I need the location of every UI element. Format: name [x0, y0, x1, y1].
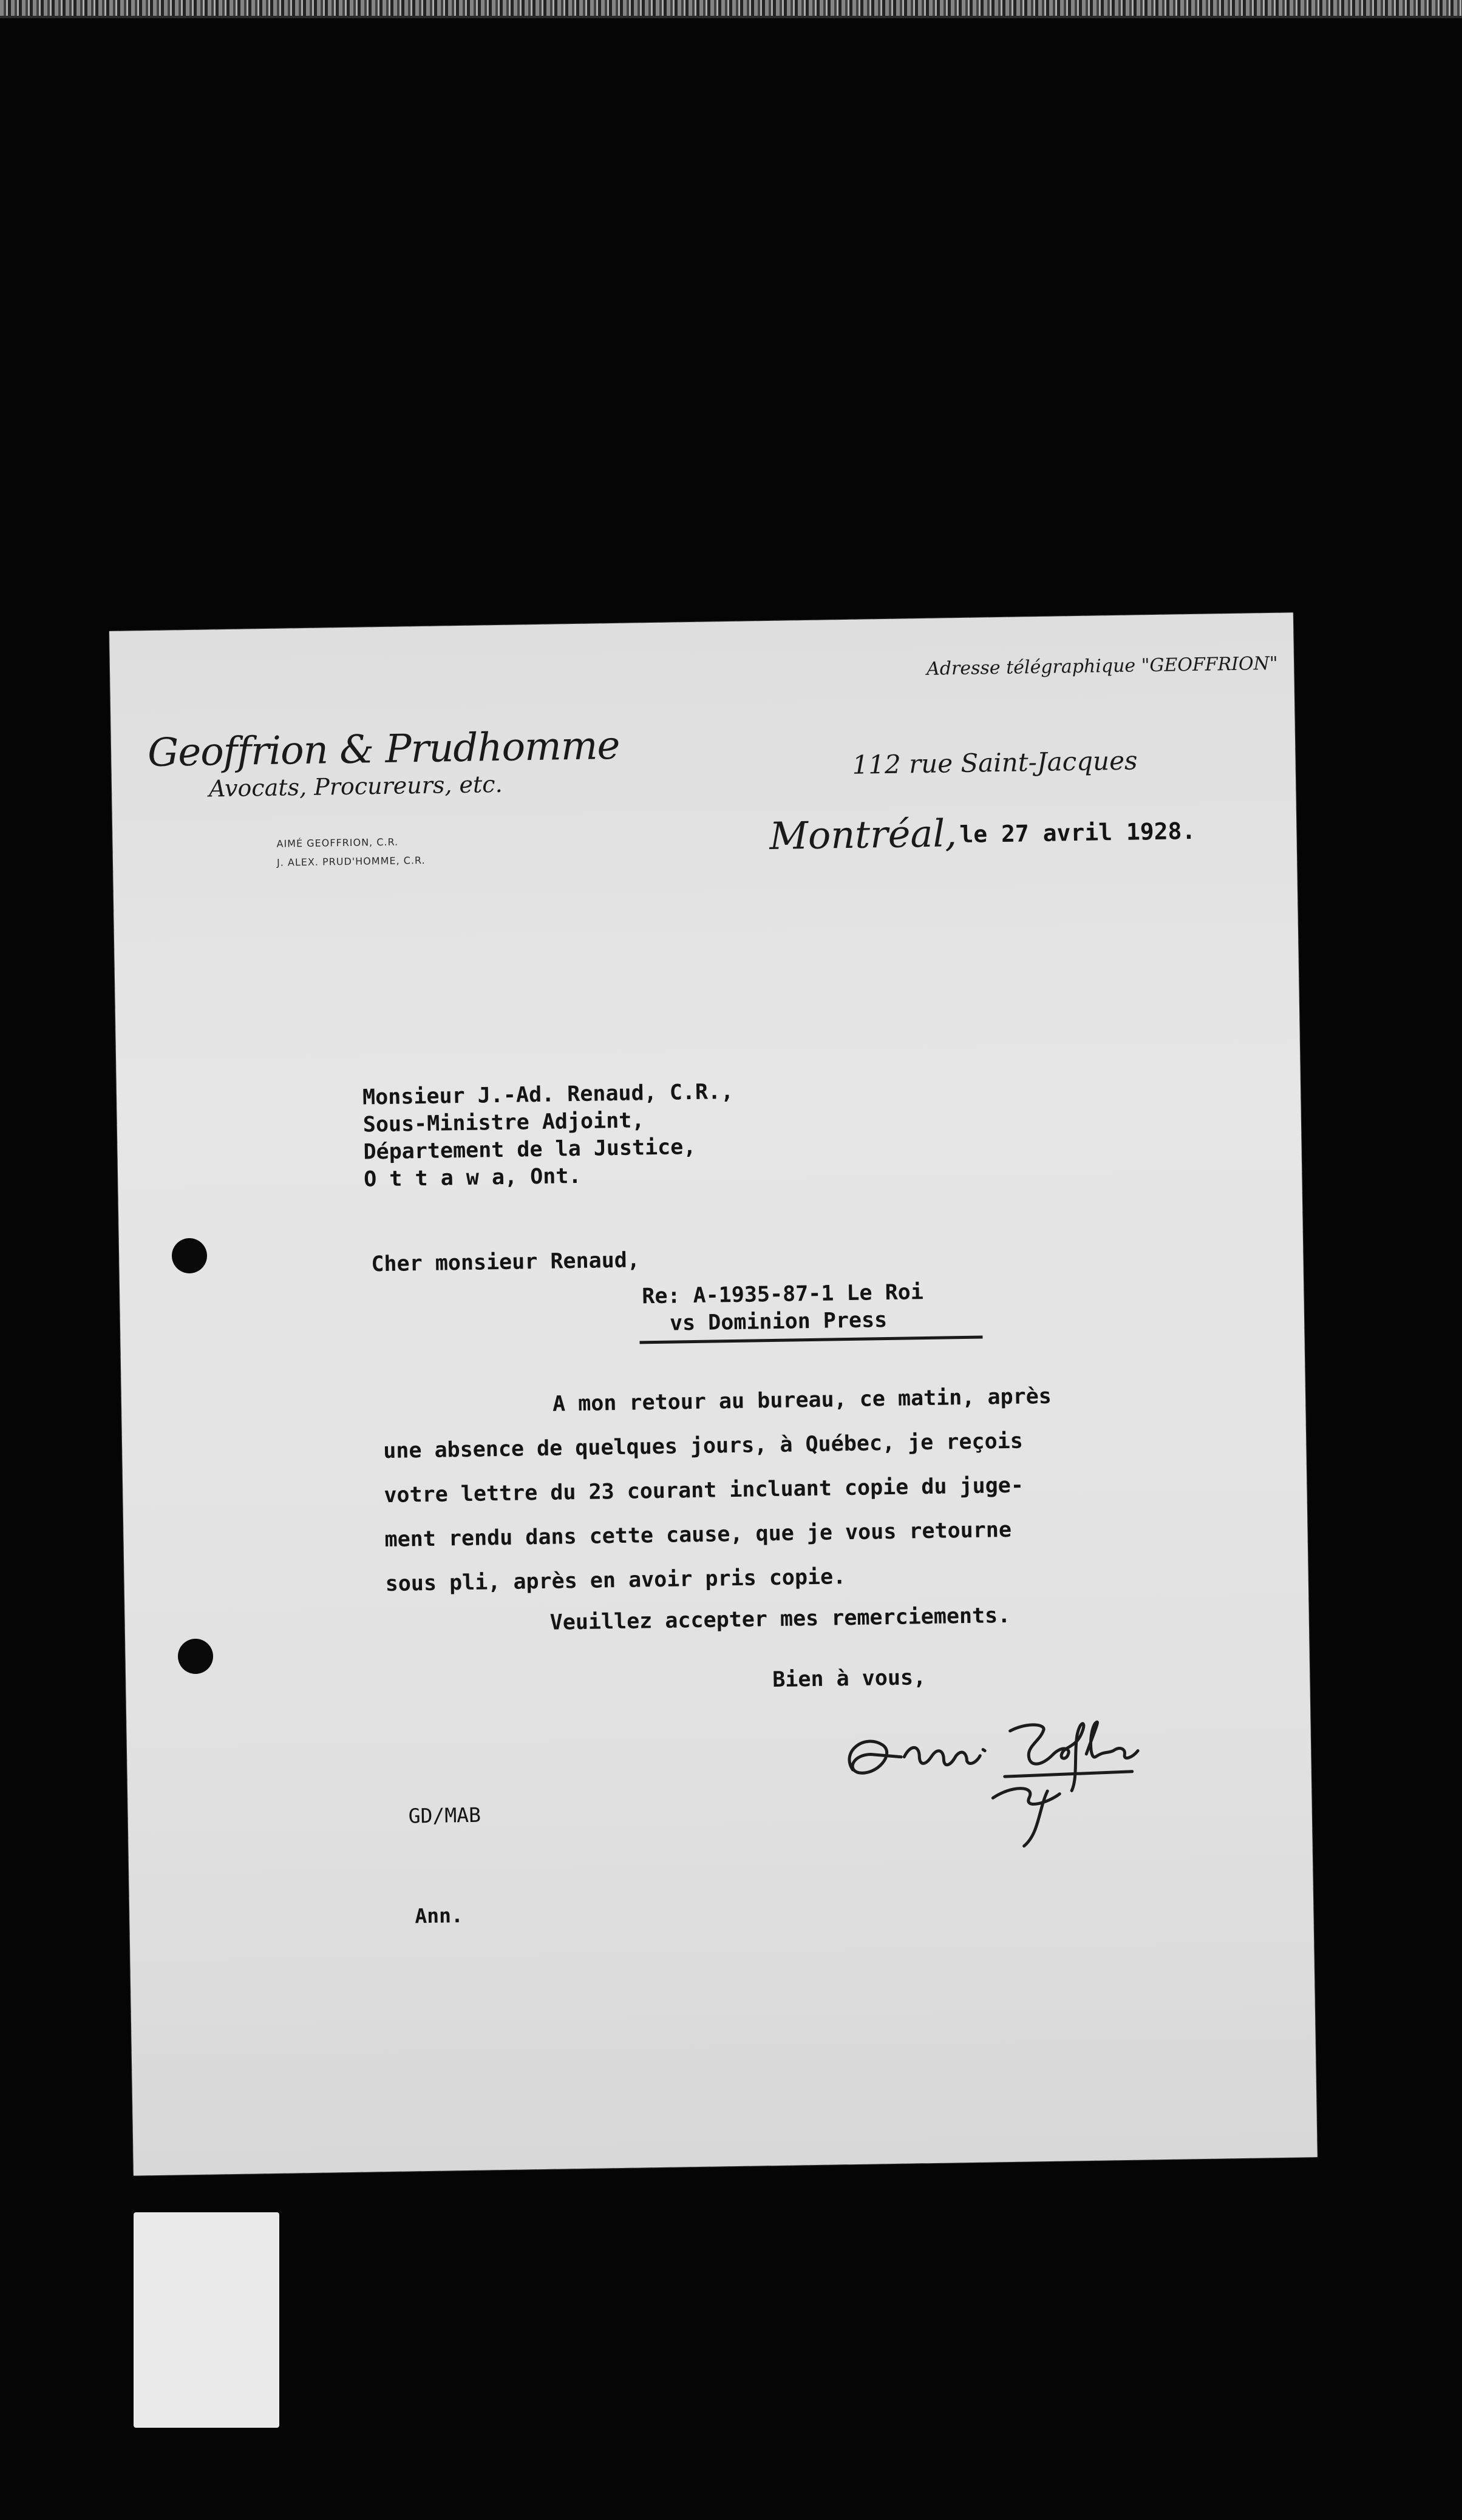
telegraph-address: Adresse télégraphique "GEOFFRION": [926, 652, 1278, 680]
letter-page: [109, 612, 1318, 2175]
recipient-line-3: Département de la Justice,: [363, 1134, 696, 1165]
body-line-5: sous pli, après en avoir pris copie.: [385, 1565, 846, 1597]
reference-underline: [639, 1336, 982, 1344]
reference-line-1: Re: A-1935-87-1 Le Roi: [642, 1280, 924, 1309]
firm-subtitle: Avocats, Procureurs, etc.: [208, 770, 503, 802]
recipient-line-4: O t t a w a, Ont.: [363, 1163, 582, 1192]
body-line-4: ment rendu dans cette cause, que je vous retourne: [384, 1517, 1012, 1553]
reference-line-2: vs Dominion Press: [669, 1308, 888, 1336]
partner-name-1: AIMÉ GEOFFRION, C.R.: [276, 836, 399, 850]
partner-name-2: J. ALEX. PRUD'HOMME, C.R.: [276, 854, 426, 869]
recipient-line-2: Sous-Ministre Adjoint,: [362, 1108, 645, 1137]
body-line-6: Veuillez accepter mes remerciements.: [549, 1603, 1011, 1635]
body-line-2: une absence de quelques jours, à Québec, je reçois: [382, 1429, 1024, 1464]
street-address: 112 rue Saint-Jacques: [852, 745, 1138, 780]
salutation: Cher monsieur Renaud,: [371, 1248, 641, 1277]
handwritten-signature: [828, 1692, 1206, 1855]
punch-hole-bottom: [178, 1639, 213, 1674]
punch-hole-top: [172, 1238, 207, 1273]
city-name: Montréal,: [769, 811, 957, 858]
body-line-3: votre lettre du 23 courant incluant copie du juge-: [384, 1473, 1024, 1508]
body-line-1: A mon retour au bureau, ce matin, après: [552, 1384, 1052, 1417]
typist-initials: GD/MAB: [408, 1803, 481, 1828]
paper-tab: [134, 2212, 279, 2428]
letter-date: le 27 avril 1928.: [959, 817, 1196, 848]
film-edge-strip: [0, 0, 1462, 16]
enclosure-note: Ann.: [415, 1903, 464, 1928]
film-edge-line: [0, 16, 1462, 18]
recipient-line-1: Monsieur J.-Ad. Renaud, C.R.,: [362, 1079, 734, 1110]
firm-name: Geoffrion & Prudhomme: [147, 723, 620, 776]
closing: Bien à vous,: [772, 1665, 926, 1693]
